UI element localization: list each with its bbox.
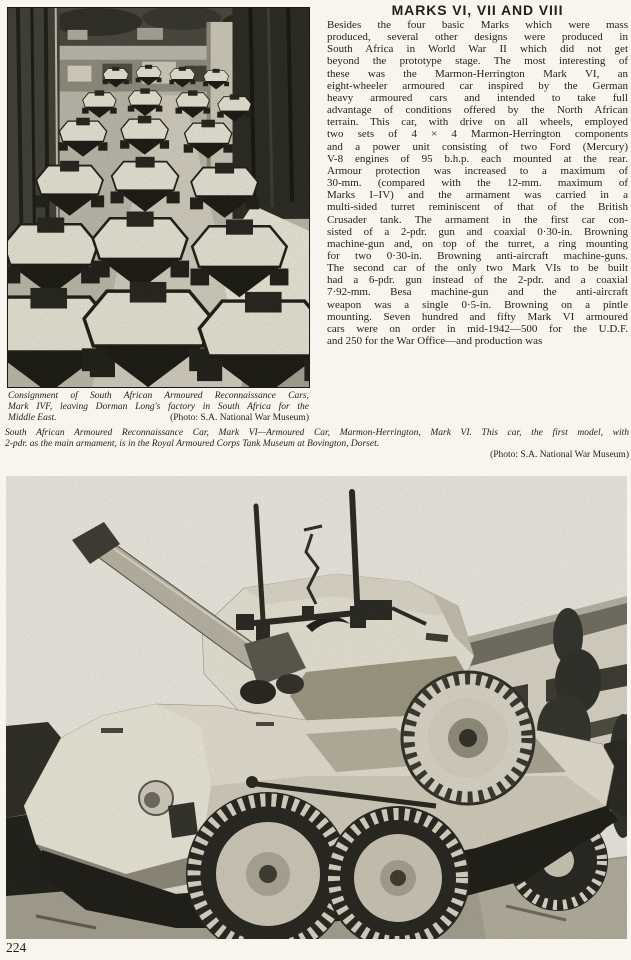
factory-photo-credit: (Photo: S.A. National War Museum) — [170, 413, 309, 424]
body-text-line: multi-sided turret reminiscent of that of the British — [327, 201, 628, 214]
vehicle-photo — [6, 476, 627, 939]
factory-caption-end: Middle East. — [8, 413, 57, 424]
body-text-line: two sets of 4 × 4 Marmon-Herrington components — [327, 128, 628, 141]
factory-photo — [7, 7, 310, 388]
body-text-line: and 250 for the War Office—and production was — [327, 335, 543, 348]
caption-line: South African Armoured Reconnaissance Car, Mark VI—Armoured Car, Marmon-Herrington, Mark VI. This car, the first model, with — [5, 428, 629, 438]
body-text-line: weapon was a single 0·5-in. Browning on a pintle — [327, 298, 628, 311]
caption-line: 2-pdr. as the main armament, is in the Royal Armoured Corps Tank Museum at Bovington, Dorset. — [5, 439, 380, 450]
section-heading: MARKS VI, VII AND VIII — [391, 2, 564, 18]
body-text-line: sisted of a 2-pdr. gun and coaxial 0·30-in. Browning — [327, 225, 628, 238]
body-text-line: 7·92-mm. Besa machine-gun and the anti-aircraft — [327, 286, 628, 299]
body-text-line: and a power unit consisting of two Ford (Mercury) — [327, 140, 628, 153]
body-text-line: Armour protection was increased to a maximum of — [327, 164, 628, 177]
vehicle-photo-caption — [5, 428, 629, 462]
article-column — [327, 0, 628, 347]
body-text-line: eight-wheeler armoured car inspired by the German — [327, 79, 628, 92]
body-text-line: advantage of conditions offered by the North African — [327, 104, 628, 117]
vehicle-photo-illustration — [6, 476, 627, 939]
factory-caption-lines — [8, 391, 309, 413]
body-text-line: South Africa in World War II which did not get — [327, 43, 628, 56]
body-text-line: machine-gun and, on top of the turret, a ring mounting — [327, 237, 628, 250]
body-text-line: V-8 engines of 95 b.h.p. each mounted at the rear. — [327, 152, 628, 165]
vehicle-caption-lines — [5, 428, 629, 450]
body-text-line: cars were on order in mid-1942—500 for the U.D.F. — [327, 322, 628, 335]
body-text-line: had a 6-pdr. gun instead of the 2-pdr. and a coaxial — [327, 274, 628, 287]
factory-photo-caption — [8, 391, 309, 425]
factory-photo-illustration — [8, 8, 309, 387]
body-text-line: produced, several other designs were produced in — [327, 31, 628, 44]
caption-line: Mark IVF, leaving Dorman Long's factory in South Africa for the — [8, 402, 309, 413]
body-text-line: these was the Marmon-Herrington Mark VI, an — [327, 67, 628, 80]
caption-line: Consignment of South African Armoured Reconnaissance Cars, — [8, 391, 309, 401]
article-body — [327, 19, 628, 347]
body-text-line: beyond the prototype stage. The most interesting of — [327, 55, 628, 68]
body-text-line: for two 0·30-in. Browning anti-aircraft machine-guns. — [327, 249, 628, 262]
body-text-line: Besides the four basic Marks which were mass — [327, 19, 628, 31]
body-text-line: terrain. This car, with drive on all wheels, employed — [327, 116, 628, 129]
vehicle-photo-credit: (Photo: S.A. National War Museum) — [490, 450, 629, 461]
body-text-line: The second car of the only two Mark VIs to be built — [327, 262, 628, 275]
page-number: 224 — [6, 940, 27, 955]
body-text-line: Marks I–IV) and the armament was carried in a — [327, 189, 628, 202]
body-text-line: Crusader tank. The armament in the first car con- — [327, 213, 628, 226]
body-text-line: heavy armoured cars and intended to take full — [327, 91, 628, 104]
body-text-line: mounting. Seven hundred and fifty Mark VI armoured — [327, 310, 628, 323]
body-text-line: 30-mm. (compared with the 12-mm. maximum of — [327, 177, 628, 190]
